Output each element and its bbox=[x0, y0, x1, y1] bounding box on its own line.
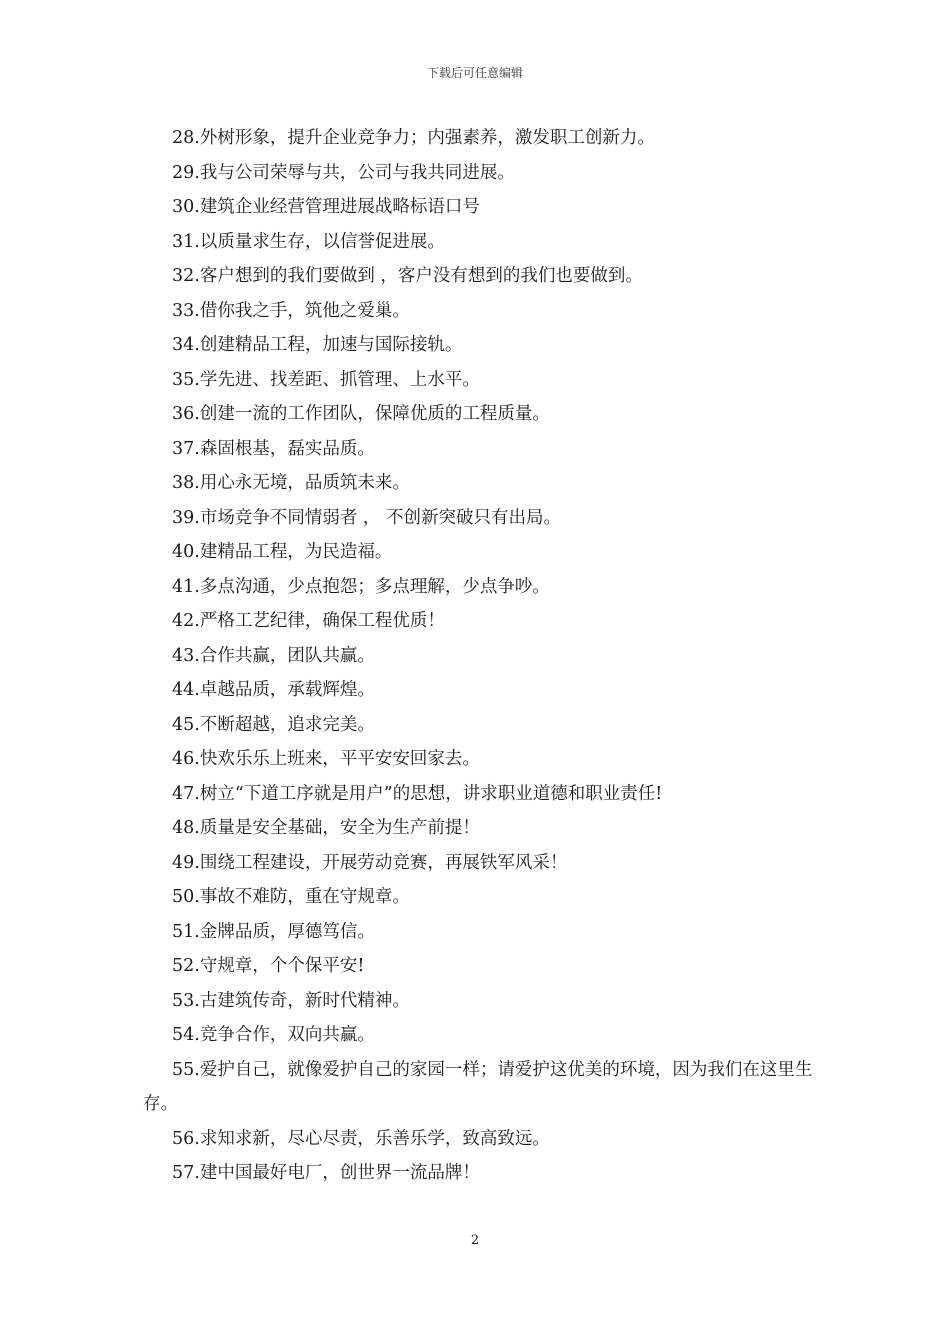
list-item: 44.卓越品质，承载辉煌。 bbox=[172, 680, 375, 700]
list-item: 46.快欢乐乐上班来，平平安安回家去。 bbox=[172, 749, 480, 769]
list-item: 49.围绕工程建设，开展劳动竞赛，再展铁军风采！ bbox=[172, 852, 568, 873]
list-item: 56.求知求新，尽心尽责，乐善乐学，致高致远。 bbox=[172, 1128, 550, 1149]
list-item: 38.用心永无境，品质筑未来。 bbox=[172, 473, 410, 493]
list-item: 29.我与公司荣辱与共，公司与我共同进展。 bbox=[172, 162, 515, 183]
list-item: 50.事故不难防，重在守规章。 bbox=[172, 887, 410, 907]
list-item: 48.质量是安全基础，安全为生产前提！ bbox=[172, 818, 480, 838]
page-header: 下载后可任意编辑 bbox=[426, 66, 523, 80]
list-item: 51.金牌品质，厚德笃信。 bbox=[172, 921, 375, 942]
list-item: 36.创建一流的工作团队，保障优质的工程质量。 bbox=[172, 404, 550, 424]
list-item: 40.建精品工程，为民造福。 bbox=[172, 542, 393, 562]
list-item: 32.客户想到的我们要做到 ，客户没有想到的我们也要做到。 bbox=[172, 266, 643, 286]
list-item: 55.爱护自己，就像爱护自己的家园一样；请爱护这优美的环境，因为我们在这里生存。 bbox=[143, 1059, 813, 1114]
list-item: 33.借你我之手，筑他之爱巢。 bbox=[172, 300, 410, 321]
list-item: 42.严格工艺纪律，确保工程优质！ bbox=[172, 611, 445, 631]
list-item: 35.学先进、找差距、抓管理、上水平。 bbox=[172, 369, 480, 390]
list-item: 47.树立“下道工序就是用户”的思想，讲求职业道德和职业责任! bbox=[172, 783, 663, 804]
page-number: 2 bbox=[470, 1233, 480, 1248]
list-item: 54.竞争合作，双向共赢。 bbox=[172, 1025, 375, 1045]
list-item: 43.合作共赢，团队共赢。 bbox=[172, 645, 375, 666]
list-item: 53.古建筑传奇，新时代精神。 bbox=[172, 990, 410, 1011]
list-item: 34.创建精品工程，加速与国际接轨。 bbox=[172, 335, 463, 355]
list-item: 31.以质量求生存，以信誉促进展。 bbox=[172, 231, 445, 252]
list-item: 39.市场竞争不同情弱者 ， 不创新突破只有出局。 bbox=[172, 507, 561, 528]
list-item: 37.森固根基，磊实品质。 bbox=[172, 438, 375, 459]
list-item: 30.建筑企业经营管理进展战略标语口号 bbox=[172, 197, 480, 217]
list-item: 45.不断超越，追求完美。 bbox=[172, 714, 375, 735]
list-item: 52.守规章，个个保平安! bbox=[172, 956, 365, 976]
slogan-list bbox=[143, 121, 815, 1191]
list-item: 57.建中国最好电厂，创世界一流品牌！ bbox=[172, 1163, 480, 1183]
list-item: 41.多点沟通，少点抱怨；多点理解，少点争吵。 bbox=[172, 576, 550, 597]
list-item: 28.外树形象，提升企业竞争力；内强素养，激发职工创新力。 bbox=[172, 128, 655, 148]
